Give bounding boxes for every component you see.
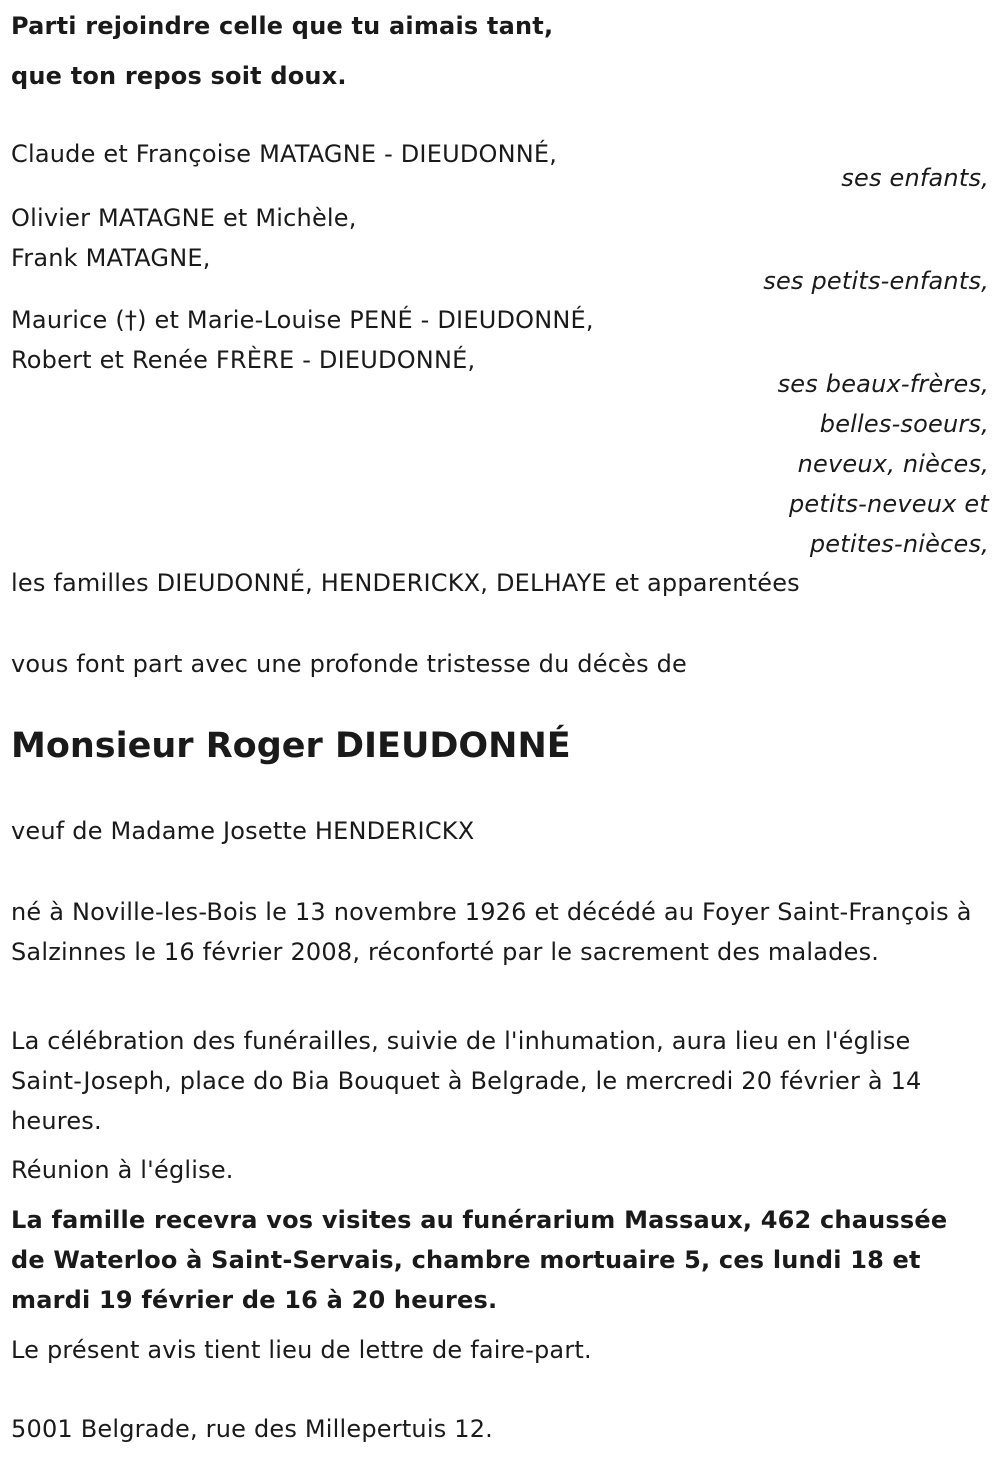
funeral-paragraph: La célébration des funérailles, suivie de l'inhumation, aura lieu en l'église Saint-Joseph, place do Bia Bouquet à Belgrade, le mercredi 20 février à 14 heures.	[11, 1027, 922, 1135]
notice-text: Le présent avis tient lieu de lettre de faire-part.	[11, 1336, 592, 1364]
epigraph-line-1: Parti rejoindre celle que tu aimais tant,	[11, 12, 554, 40]
meeting-text: Réunion à l'église.	[11, 1156, 234, 1184]
in-law-name-2: Robert et Renée FRÈRE - DIEUDONNÉ,	[11, 346, 476, 374]
in-law-name-1: Maurice (†) et Marie-Louise PENÉ - DIEUDONNÉ,	[11, 306, 594, 334]
in-laws-label-3: neveux, nièces,	[797, 450, 989, 478]
visits-paragraph: La famille recevra vos visites au funérarium Massaux, 462 chaussée de Waterloo à Saint-Servais, chambre mortuaire 5, ces lundi 18 et mardi 19 février de 16 à 20 heures.	[11, 1206, 948, 1314]
children-names: Claude et Françoise MATAGNE - DIEUDONNÉ,	[11, 140, 558, 168]
grandchild-name-1: Olivier MATAGNE et Michèle,	[11, 204, 357, 232]
in-laws-label-5: petites-nièces,	[809, 530, 989, 558]
widower-of: veuf de Madame Josette HENDERICKX	[11, 817, 475, 845]
grandchild-name-2: Frank MATAGNE,	[11, 244, 211, 272]
epigraph-line-2: que ton repos soit doux.	[11, 62, 347, 90]
announcement-text: vous font part avec une profonde tristesse du décès de	[11, 650, 688, 678]
deceased-name: Monsieur Roger DIEUDONNÉ	[11, 726, 571, 766]
birth-death-paragraph: né à Noville-les-Bois le 13 novembre 1926 et décédé au Foyer Saint-François à Salzinnes le 16 février 2008, réconforté par le sacrement des malades.	[11, 898, 972, 966]
children-label: ses enfants,	[841, 164, 989, 192]
in-laws-label-1: ses beaux-frères,	[777, 370, 989, 398]
in-laws-label-2: belles-soeurs,	[819, 410, 989, 438]
in-laws-label-4: petits-neveux et	[788, 490, 989, 518]
extended-families: les familles DIEUDONNÉ, HENDERICKX, DELHAYE et apparentées	[11, 569, 800, 597]
address-text: 5001 Belgrade, rue des Millepertuis 12.	[11, 1415, 494, 1443]
grandchildren-label: ses petits-enfants,	[763, 267, 989, 295]
